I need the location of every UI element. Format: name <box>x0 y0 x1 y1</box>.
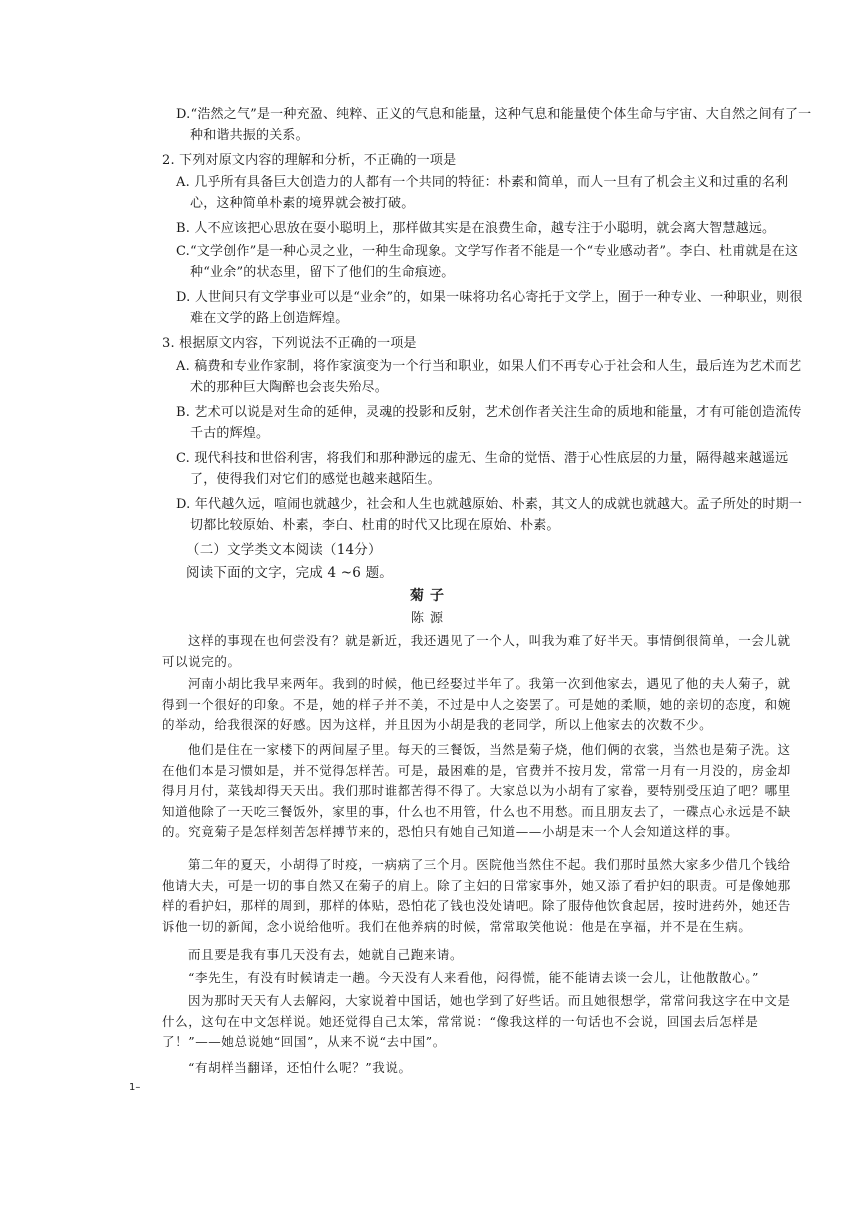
question-2-stem: 2. 下列对原文内容的理解和分析，不正确的一项是 <box>162 153 457 168</box>
reading-instruction: 阅读下面的文字，完成 4 ~6 题。 <box>186 565 393 581</box>
story-paragraph-3: 他们是住在一家楼下的两间屋子里。每天的三餐饭，当然是菊子烧，他们俩的衣裳，当然也是菊子洗。这在他们本是习惯如是，并不觉得怎样苦。可是，最困难的是，官费并不按月发，常常一月有一月没的，房金却得月月付，菜钱却得天天出。我们那时谁都苦得不得了。大家总以为小胡有了家眷，要特别受压迫了吧？哪里知道他除了一天吃三餐饭外，家里的事，什么也不用管，什么也不用愁。而且朋友去了，一碟点心永远是不缺的。究竟菊子是怎样刻苦怎样搏节来的，恐怕只有她自己知道——小胡是末一个人会知道这样的事。 <box>162 742 791 840</box>
section-heading: （二）文学类文本阅读（14分） <box>186 542 382 558</box>
option-1d: D.“浩然之气”是一种充盈、纯粹、正义的气息和能量，这种气息和能量使个体生命与宇宙、大自然之间有了一种和谐共振的关系。 <box>176 107 812 143</box>
option-2a: A. 几乎所有具备巨大创造力的人都有一个共同的特征：朴素和简单，而人一旦有了机会主义和过重的名利心，这种简单朴素的境界就会被打破。 <box>176 175 789 211</box>
option-3a: A. 稿费和专业作家制，将作家演变为一个行当和职业，如果人们不再专心于社会和人生，最后连为艺术而艺术的那种巨大陶醉也会丧失殆尽。 <box>176 359 802 395</box>
question-3-stem: 3. 根据原文内容，下列说法不正确的一项是 <box>162 336 417 351</box>
story-paragraph-6: “李先生，有没有时候请走一趟。今天没有人来看他，闷得慌，能不能请去谈一会儿，让他散散心。” <box>188 970 760 985</box>
story-paragraph-8: “有胡样当翻译，还怕什么呢？”我说。 <box>188 1060 412 1075</box>
option-3c: C. 现代科技和世俗利害，将我们和那种渺远的虚无、生命的觉悟、潜于心性底层的力量，隔得越来越遥远了，使得我们对它们的感觉也越来越陌生。 <box>176 451 789 487</box>
story-title: 菊子 <box>410 588 450 604</box>
option-2d: D. 人世间只有文学事业可以是“业余”的，如果一味将功名心寄托于文学上，囿于一种专业、一种职业，则很难在文学的路上创造辉煌。 <box>176 290 803 326</box>
option-3d: D. 年代越久远，喧闹也就越少，社会和人生也就越原始、朴素，其文人的成就也就越大。孟子所处的时期一切都比较原始、朴素，李白、杜甫的时代又比现在原始、朴素。 <box>176 497 803 533</box>
story-paragraph-5: 而且要是我有事几天没有去，她就自己跑来请。 <box>188 947 464 962</box>
option-2c: C.“文学创作”是一种心灵之业，一种生命现象。文学写作者不能是一个“专业感动者”。李白、杜甫就是在这种“业余”的状态里，留下了他们的生命痕迹。 <box>176 244 799 280</box>
story-paragraph-1: 这样的事现在也何尝没有？就是新近，我还遇见了一个人，叫我为难了好半天。事情倒很简单，一会儿就可以说完的。 <box>162 633 791 669</box>
option-2b: B. 人不应该把心思放在耍小聪明上，那样做其实是在浪费生命，越专注于小聪明，就会离大智慧越远。 <box>176 221 776 236</box>
story-author: 陈源 <box>410 611 449 626</box>
option-3b: B. 艺术可以说是对生命的延伸，灵魂的投影和反射，艺术创作者关注生命的质地和能量，才有可能创造流传千古的辉煌。 <box>176 405 802 441</box>
page-number: 1– <box>129 1082 141 1093</box>
story-paragraph-7: 因为那时天天有人去解闷，大家说着中国话，她也学到了好些话。而且她很想学，常常问我这字在中文是什么，这句在中文怎样说。她还觉得自己太笨，常常说：“像我这样的一句话也不会说，回国去后怎样是了！”——她总说她“回国”，从来不说“去中国”。 <box>162 993 791 1050</box>
story-paragraph-2: 河南小胡比我早来两年。我到的时候，他已经娶过半年了。我第一次到他家去，遇见了他的夫人菊子，就得到一个很好的印象。不是，她的样子并不美，不过是中人之姿罢了。可是她的柔顺，她的亲切的态度，和婉的举动，给我很深的好感。因为这样，并且因为小胡是我的老同学，所以上他家去的次数不少。 <box>162 676 791 733</box>
story-paragraph-4: 第二年的夏天，小胡得了时疫，一病病了三个月。医院他当然住不起。我们那时虽然大家多少借几个钱给他请大夫，可是一切的事自然又在菊子的肩上。除了主妇的日常家事外，她又添了看护妇的职责。可是像她那样的看护妇，那样的周到，那样的体贴，恐怕花了钱也没处请吧。除了服侍他饮食起居，按时进药外，她还告诉他一切的新闻，念小说给他听。我们在他养病的时候，常常取笑他说：他是在享福，并不是在生病。 <box>162 857 791 934</box>
